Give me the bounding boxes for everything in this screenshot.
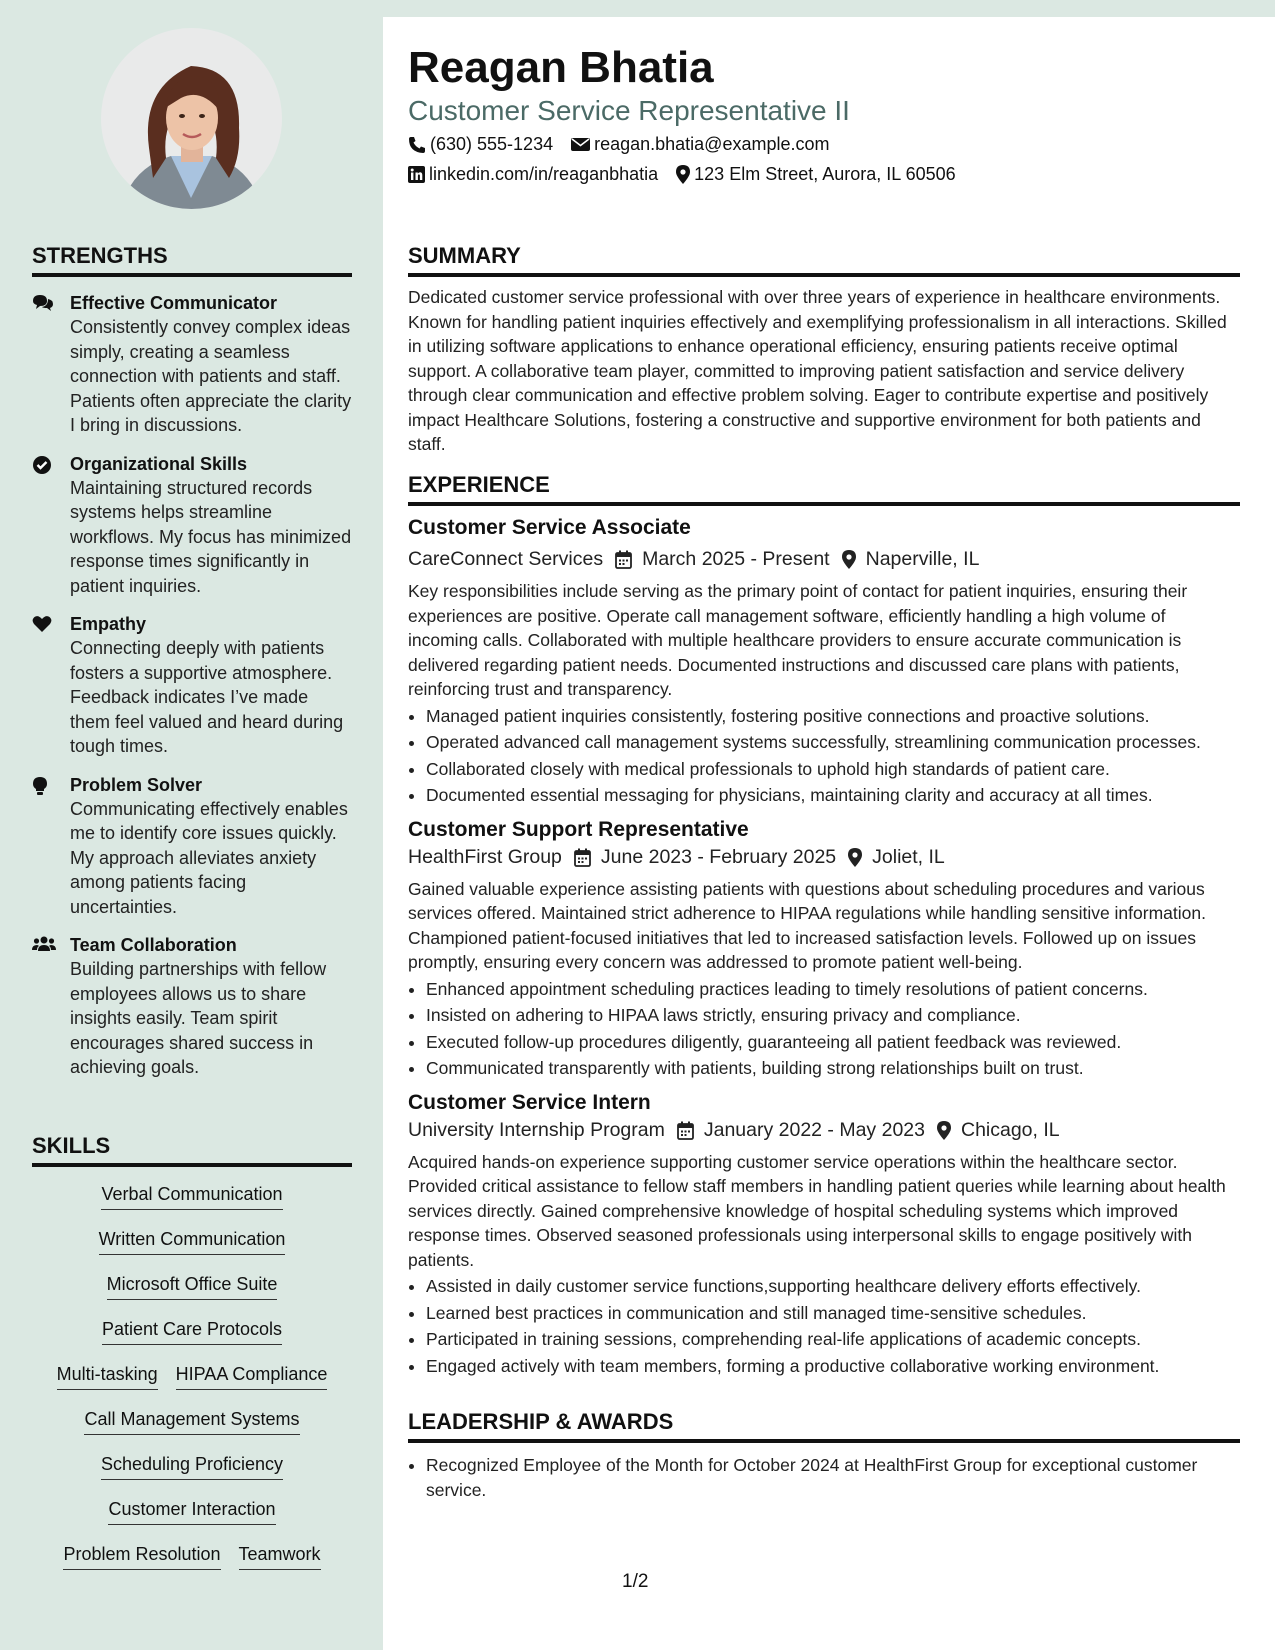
job-description: Key responsibilities include serving as the primary point of contact for patient inquiries, ensuring their experiences are positive. Operate call management software, efficiently handling a high volume of incoming calls. Collaborated with multiple healthcare providers to ensure accurate communication is delivered regarding patient needs. Documented instructions and discussed care plans with patients, reinforcing trust and transparency. [408, 581, 1188, 699]
calendar-icon [615, 550, 632, 569]
job-entry [408, 516, 1240, 808]
strength-item [32, 933, 352, 1080]
skill-tag: Microsoft Office Suite [107, 1265, 278, 1300]
skill-tag: Problem Resolution [63, 1535, 220, 1570]
strength-title: Problem Solver [70, 774, 203, 795]
skill-tag: Written Communication [99, 1220, 286, 1255]
skills-heading: SKILLS [32, 1133, 352, 1167]
main-content [383, 17, 1275, 1650]
job-dates: June 2023 - February 2025 [600, 845, 837, 868]
job-title: Customer Support Representative [408, 817, 749, 841]
job-location: Joliet, IL [872, 845, 945, 868]
summary-section [408, 243, 1240, 457]
list-item: • Enhanced appointment scheduling practices leading to timely resolutions of patient concerns. [426, 977, 1240, 1002]
list-item: • Communicated transparently with patients, building strong relationships built on trust. [426, 1056, 1240, 1081]
contact-row [408, 164, 974, 185]
check-circle-icon [32, 452, 70, 599]
strength-desc: Communicating effectively enables me to identify core issues quickly. My approach alleviates anxiety among patients facing uncertainties. [70, 798, 348, 917]
list-item: • Collaborated closely with medical professionals to uphold high standards of patient care. [426, 757, 1240, 782]
strength-title: Empathy [70, 614, 147, 634]
location-pin-icon [676, 165, 690, 184]
heart-icon [32, 612, 70, 759]
list-item: • Insisted on adhering to HIPAA laws strictly, ensuring privacy and compliance. [426, 1003, 1240, 1028]
strength-desc: Building partnerships with fellow employees allows us to share insights easily. Team spirit encourages shared success in achieving goals. [70, 959, 327, 1077]
strength-item [32, 773, 352, 920]
skill-tag: Customer Interaction [108, 1490, 275, 1525]
job-location: Naperville, IL [865, 548, 980, 570]
calendar-icon [574, 848, 591, 867]
users-icon [32, 933, 70, 1080]
job-meta [408, 548, 1240, 571]
list-item: • Operated advanced call management systems successfully, streamlining communication processes. [426, 730, 1240, 755]
job-dates: March 2025 - Present [642, 548, 830, 570]
job-bullets [408, 1274, 1240, 1378]
job-title: Customer Service Intern [408, 1090, 651, 1114]
skill-tag: Patient Care Protocols [102, 1310, 282, 1345]
strength-item [32, 612, 352, 759]
linkedin-icon [408, 166, 425, 183]
candidate-name: Reagan Bhatia [408, 43, 714, 92]
job-entry [408, 818, 1240, 1081]
strength-title: Team Collaboration [70, 935, 237, 955]
location-pin-icon [842, 550, 856, 569]
list-item: • Assisted in daily customer service functions,supporting healthcare delivery efforts effectively. [426, 1274, 1240, 1299]
summary-heading: SUMMARY [408, 243, 1240, 277]
experience-section [408, 472, 1240, 1380]
awards-bullets [408, 1453, 1240, 1502]
list-item: • Executed follow-up procedures diligently, guaranteeing all patient feedback was reviewed. [426, 1030, 1240, 1055]
strength-desc: Consistently convey complex ideas simply, creating a seamless connection with patients and staff. Patients often appreciate the clarity I bring in discussions. [70, 317, 352, 435]
skill-tag: Teamwork [239, 1535, 321, 1570]
skill-tag: HIPAA Compliance [176, 1355, 328, 1390]
calendar-icon [677, 1121, 694, 1140]
strength-item [32, 291, 352, 438]
strengths-heading: STRENGTHS [32, 243, 352, 277]
job-bullets [408, 704, 1240, 808]
phone-icon [408, 136, 426, 154]
contact-row [408, 134, 848, 155]
awards-section [408, 1409, 1240, 1504]
strength-title: Organizational Skills [70, 453, 248, 474]
location-pin-icon [937, 1121, 951, 1140]
list-item: • Managed patient inquiries consistently, fostering positive connections and proactive solutions. [426, 704, 1240, 729]
list-item: • Engaged actively with team members, forming a productive collaborative working environment. [426, 1354, 1240, 1379]
job-description: Gained valuable experience assisting patients with questions about scheduling procedures and various services offered. Maintained strict adherence to HIPAA regulations while handling sensitive information. Championed patient-focused initiatives that led to increased satisfaction levels. Followed up on issues promptly, ensuring every concern was addressed to promote patient well-being. [408, 878, 1206, 972]
strength-title: Effective Communicator [70, 293, 278, 313]
list-item: • Participated in training sessions, comprehending real-life applications of academic concepts. [426, 1327, 1240, 1352]
strengths-section [32, 243, 352, 1080]
phone-text: (630) 555-1234 [430, 134, 554, 154]
skills-section [32, 1133, 352, 1580]
address-text: 123 Elm Street, Aurora, IL 60506 [694, 164, 956, 184]
job-title: Customer Service Associate [408, 516, 691, 539]
sidebar [0, 0, 383, 1650]
strength-desc: Connecting deeply with patients fosters a supportive atmosphere. Feedback indicates I’ve made them feel valued and heard during tough times. [70, 638, 344, 756]
strength-desc: Maintaining structured records systems helps streamline workflows. My focus has minimized response times significantly in patient inquiries. [70, 477, 352, 596]
envelope-icon [571, 137, 590, 152]
linkedin-link[interactable]: linkedin.com/in/reaganbhatia [429, 164, 659, 184]
strength-item [32, 452, 352, 599]
location-pin-icon [848, 848, 862, 867]
list-item: • Documented essential messaging for physicians, maintaining clarity and accuracy at all times. [426, 783, 1240, 808]
job-description: Acquired hands-on experience supporting customer service operations within the healthcare sector. Provided critical assistance to fellow staff members in handling patient queries while learning about health services directly. Gained comprehensive knowledge of hospital scheduling systems which improved response times. Observed seasoned professionals using interpersonal skills to engage positively with patients. [408, 1151, 1226, 1270]
page-number: 1/2 [622, 1571, 649, 1592]
job-meta [408, 1119, 1240, 1142]
comments-icon [32, 291, 70, 438]
skill-tag: Verbal Communication [101, 1175, 282, 1210]
awards-heading: LEADERSHIP & AWARDS [408, 1409, 1240, 1443]
company-name: CareConnect Services [408, 548, 604, 570]
skills-list [32, 1175, 352, 1580]
skill-tag: Multi-tasking [57, 1355, 158, 1390]
list-item: • Learned best practices in communication and still managed time-sensitive schedules. [426, 1301, 1240, 1326]
skill-tag: Scheduling Proficiency [101, 1445, 283, 1480]
profile-photo [101, 28, 282, 209]
job-entry [408, 1091, 1240, 1379]
list-item: • Recognized Employee of the Month for October 2024 at HealthFirst Group for exceptional customer service. [426, 1453, 1240, 1502]
candidate-title: Customer Service Representative II [408, 95, 850, 126]
summary-text: Dedicated customer service professional with over three years of experience in healthcare environments. Known for handling patient inquiries effectively and exemplifying professionalism in all interactions. Skilled in utilizing software applications to enhance operational efficiency, ensuring patients receive optimal support. A collaborative team player, committed to improving patient satisfaction and service delivery through clear communication and effective problem solving. Eager to contribute expertise and positively impact Healthcare Solutions, fostering a constructive and supportive environment for both patients and staff. [408, 287, 1227, 454]
job-meta [408, 846, 1240, 869]
job-bullets [408, 977, 1240, 1081]
company-name: University Internship Program [408, 1118, 665, 1141]
job-location: Chicago, IL [960, 1118, 1060, 1141]
job-dates: January 2022 - May 2023 [703, 1118, 925, 1141]
experience-heading: EXPERIENCE [408, 472, 1240, 506]
email-link[interactable]: reagan.bhatia@example.com [594, 134, 830, 154]
lightbulb-icon [32, 773, 70, 920]
skill-tag: Call Management Systems [84, 1400, 299, 1435]
company-name: HealthFirst Group [408, 845, 562, 868]
